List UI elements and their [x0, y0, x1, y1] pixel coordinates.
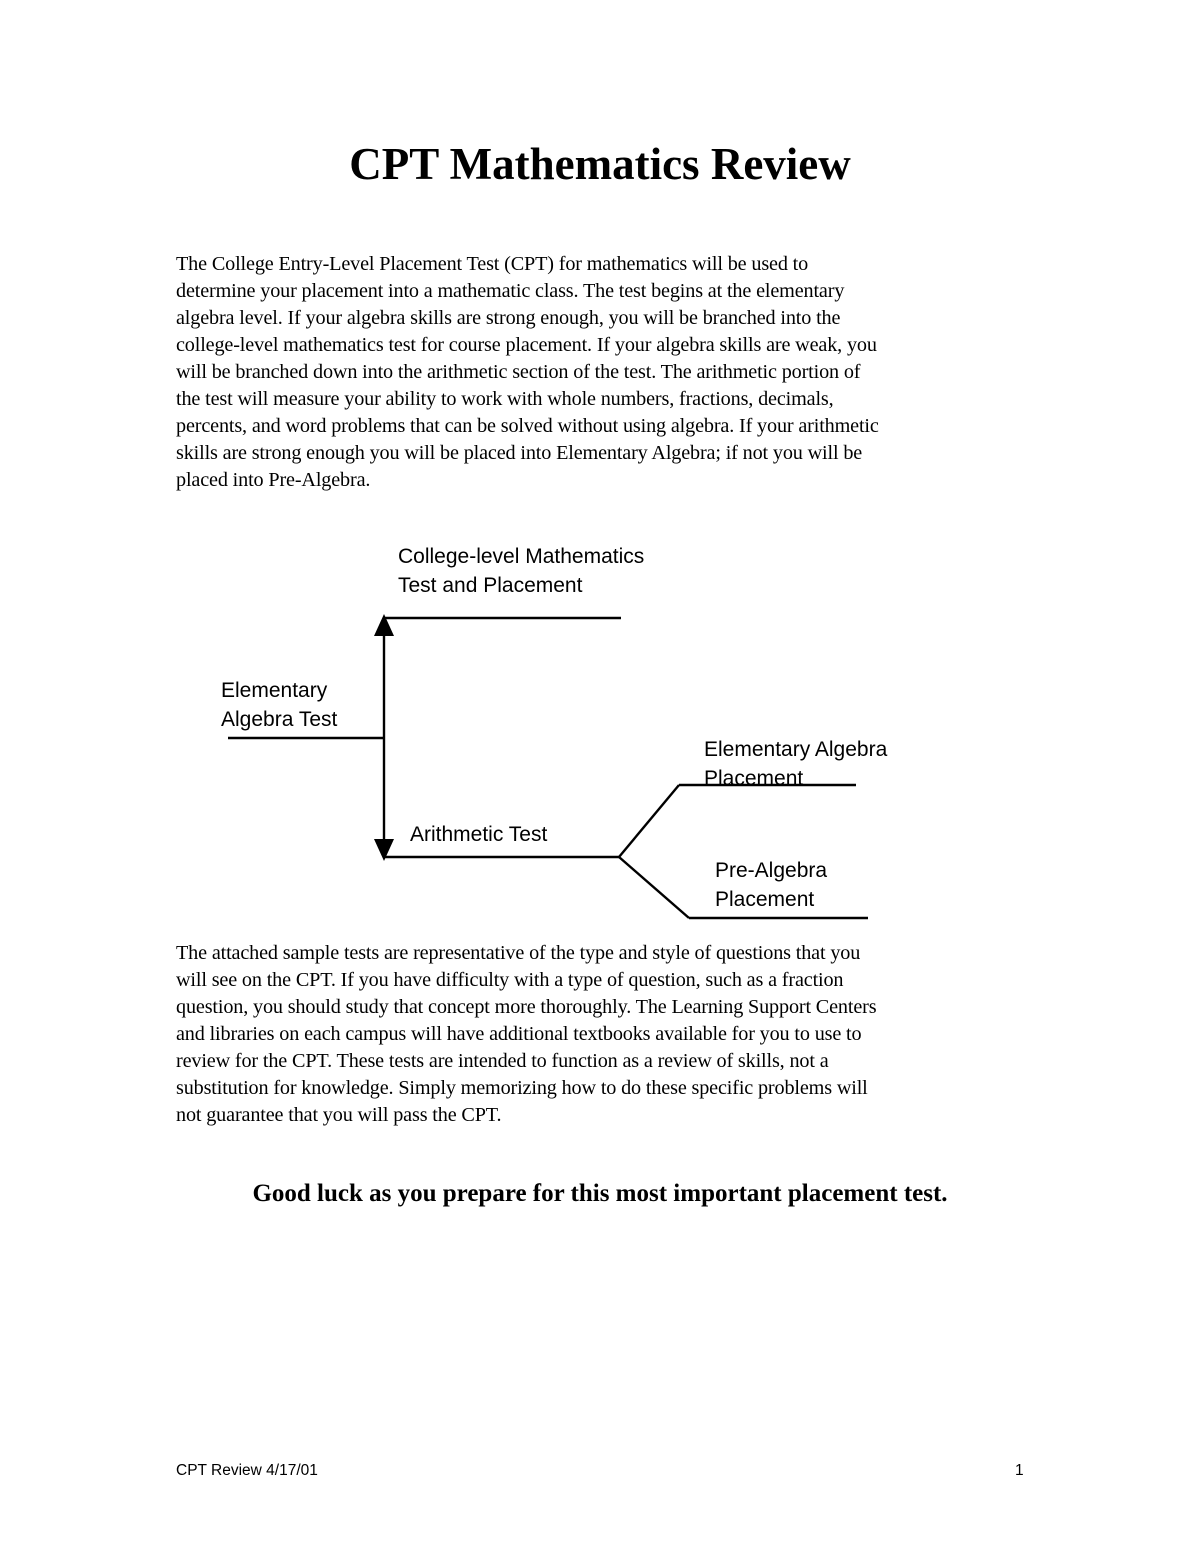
college-label-line: College-level Mathematics: [398, 545, 645, 568]
closing-message: Good luck as you prepare for this most important placement test.: [252, 1180, 948, 1207]
attached-line: not guarantee that you will pass the CPT.: [176, 1104, 502, 1126]
intro-line: percents, and word problems that can be solved without using algebra. If your arithmetic: [176, 415, 879, 437]
arithmetic-test-label: Arithmetic Test: [410, 823, 548, 846]
intro-line: The College Entry-Level Placement Test (CPT) for mathematics will be used to: [176, 253, 809, 275]
intro-line: placed into Pre-Algebra.: [176, 469, 371, 491]
elementary-placement-label-line: Elementary Algebra: [704, 738, 888, 761]
prealgebra-label-line: Placement: [715, 888, 815, 911]
attached-tests-paragraph: [176, 940, 976, 1129]
prealgebra-label-line: Pre-Algebra: [715, 859, 828, 882]
college-label-line: Test and Placement: [398, 574, 583, 597]
page-title: CPT Mathematics Review: [349, 139, 851, 189]
intro-line: college-level mathematics test for course placement. If your algebra skills are weak, you: [176, 334, 877, 356]
intro-line: the test will measure your ability to work with whole numbers, fractions, decimals,: [176, 388, 834, 410]
elementary-test-label-line: Elementary: [221, 679, 328, 702]
elementary-algebra-placement-label: [704, 735, 887, 793]
down-arrowhead-icon: [374, 839, 394, 861]
elementary-algebra-test-label: [221, 676, 337, 734]
attached-line: review for the CPT. These tests are intended to function as a review of skills, not a: [176, 1050, 829, 1072]
pre-algebra-placement-label: [715, 856, 827, 914]
intro-line: will be branched down into the arithmetic section of the test. The arithmetic portion of: [176, 361, 861, 383]
attached-line: and libraries on each campus will have additional textbooks available for you to use to: [176, 1023, 862, 1045]
page-number: 1: [1015, 1462, 1024, 1479]
attached-line: substitution for knowledge. Simply memorizing how to do these specific problems will: [176, 1077, 868, 1099]
college-level-label: [398, 542, 644, 600]
attached-line: question, you should study that concept more thoroughly. The Learning Support Centers: [176, 996, 877, 1018]
elementary-test-label-line: Algebra Test: [221, 708, 338, 731]
intro-line: skills are strong enough you will be placed into Elementary Algebra; if not you will be: [176, 442, 863, 464]
intro-line: algebra level. If your algebra skills are strong enough, you will be branched into the: [176, 307, 841, 329]
intro-paragraph: [176, 251, 976, 494]
elementary-placement-label-line: Placement: [704, 767, 804, 790]
footer-doc-label: CPT Review 4/17/01: [176, 1462, 318, 1479]
attached-line: will see on the CPT. If you have difficulty with a type of question, such as a fraction: [176, 969, 844, 991]
upper-diagonal-line: [619, 785, 679, 857]
intro-line: determine your placement into a mathematic class. The test begins at the elementary: [176, 280, 845, 302]
attached-line: The attached sample tests are representative of the type and style of questions that you: [176, 942, 861, 964]
up-arrowhead-icon: [374, 614, 394, 636]
lower-diagonal-line: [619, 857, 689, 918]
